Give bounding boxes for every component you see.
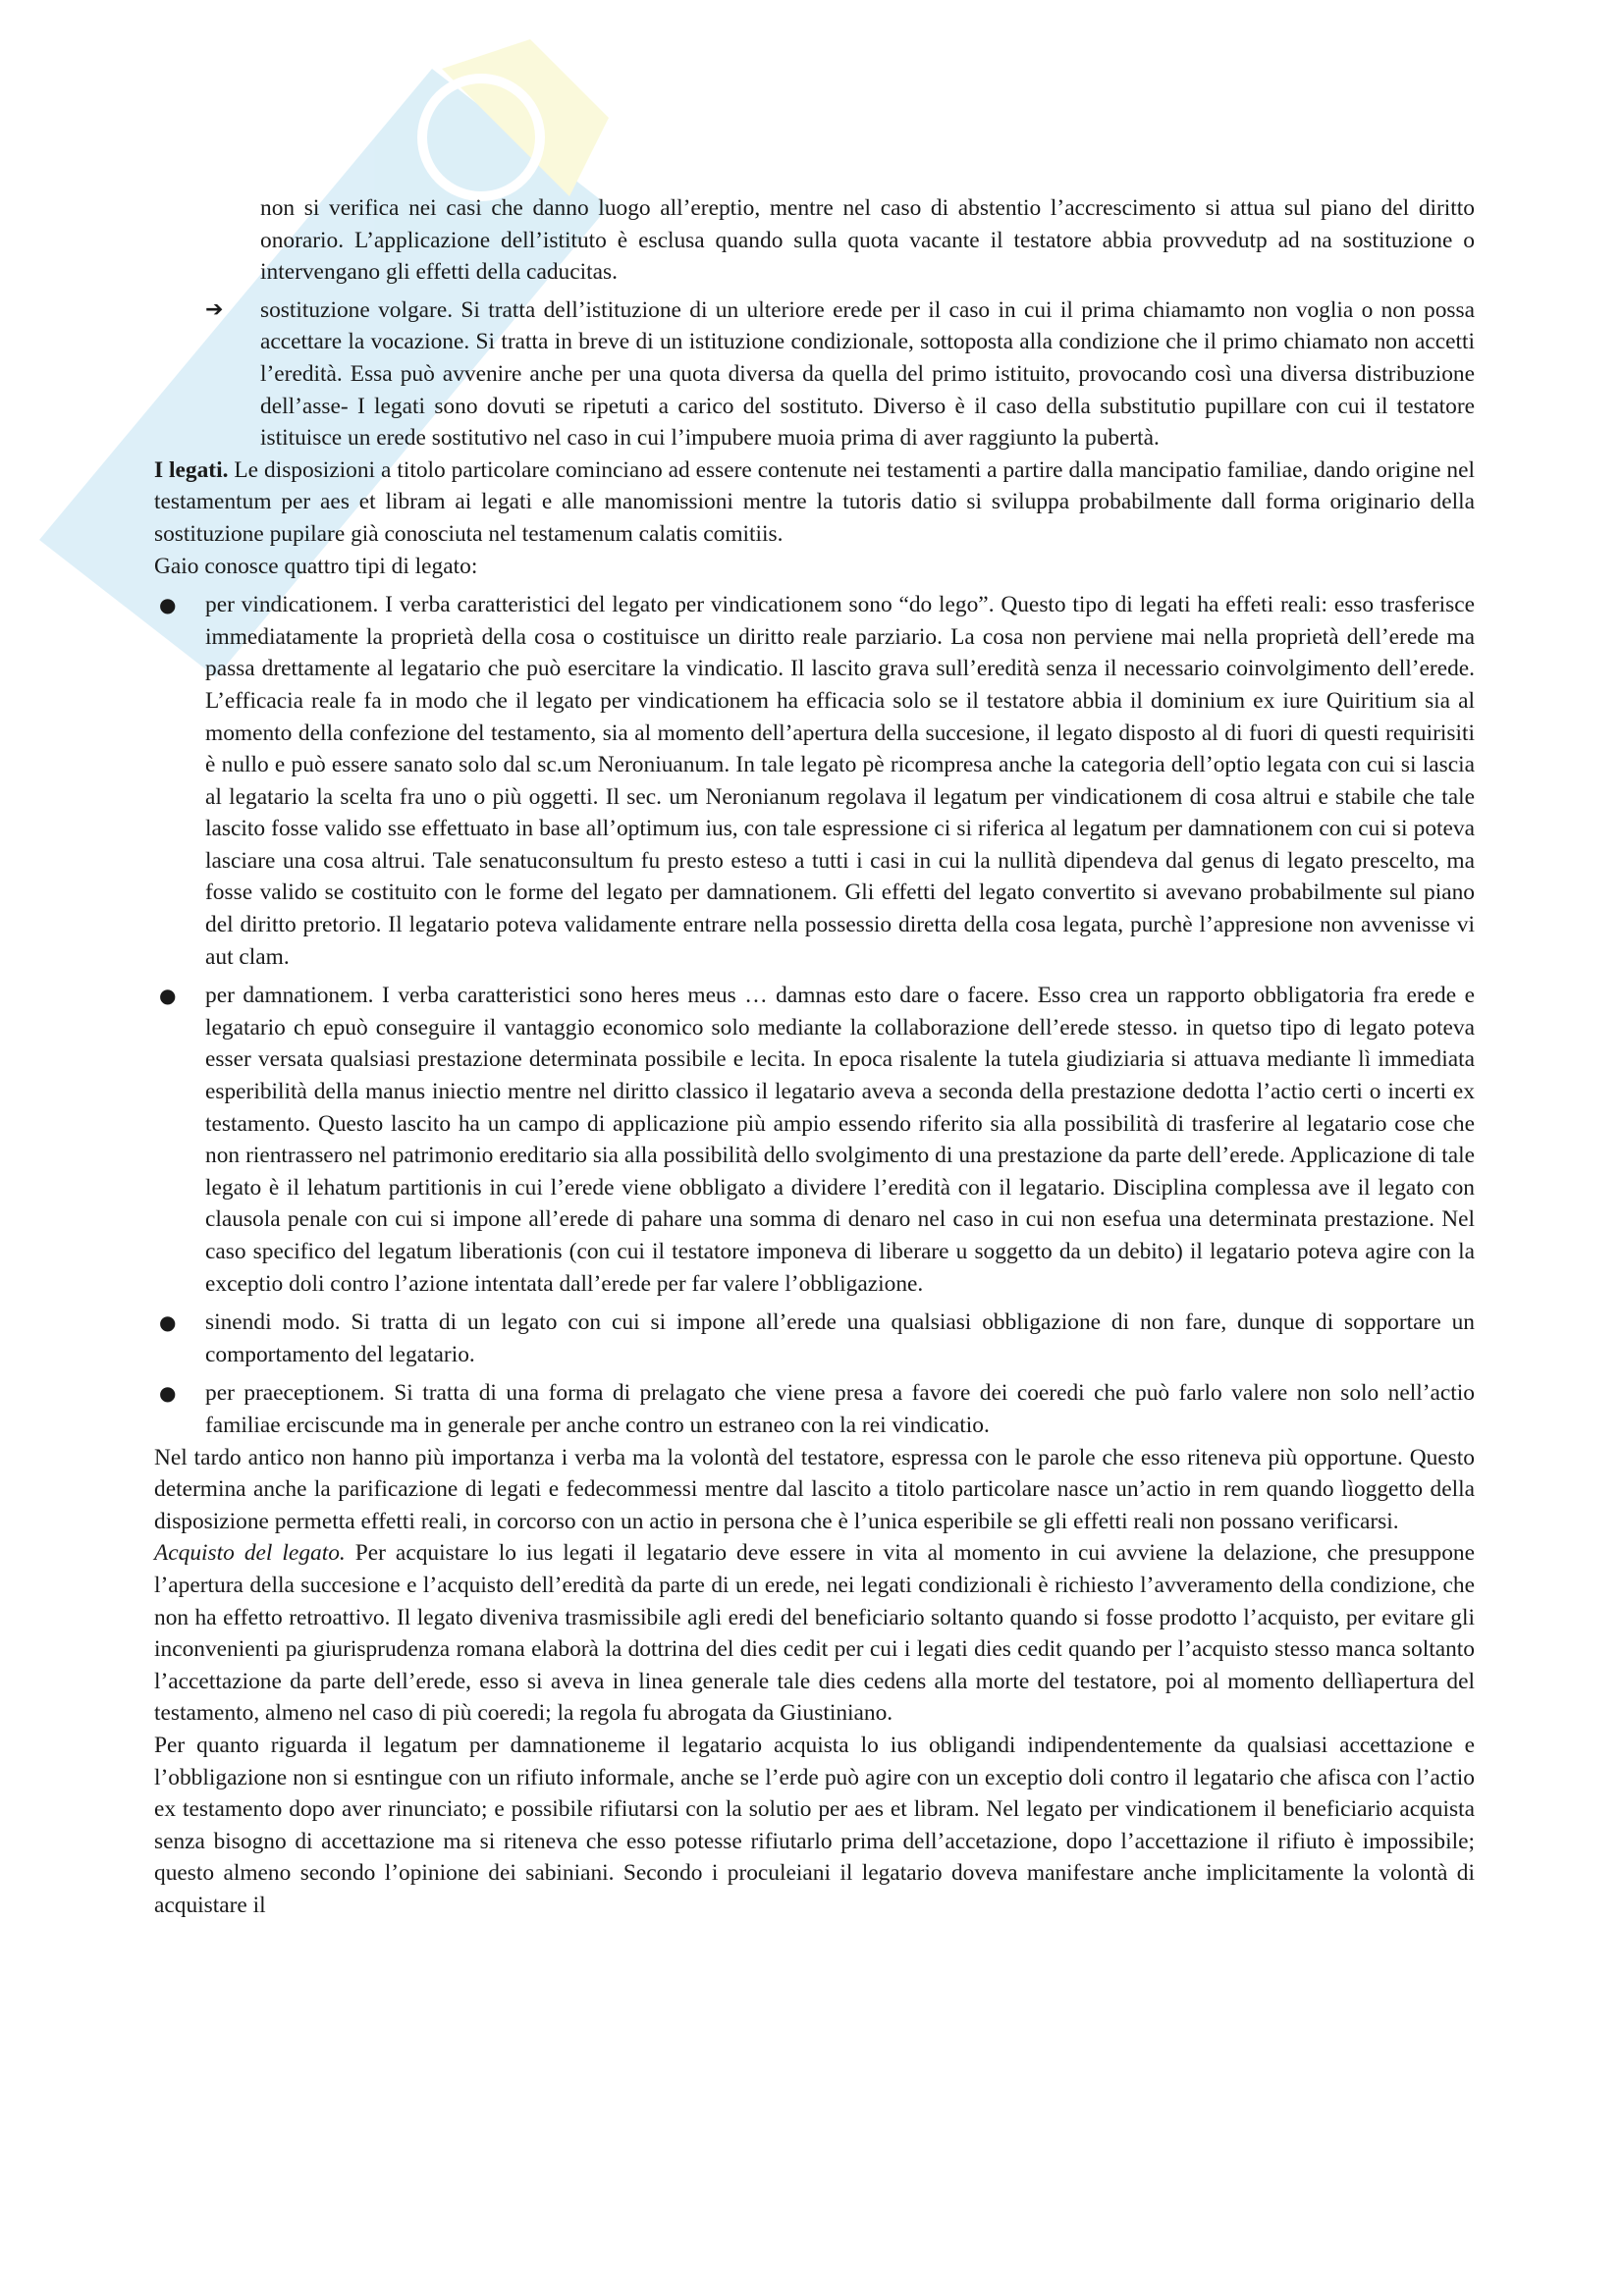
list-item-per-vindicationem	[154, 589, 1475, 973]
list-item-text: per vindicationem. I verba caratteristici del legato per vindicationem sono “do lego”. Questo tipo di legati ha effeti reali: esso trasferisce immediatamente la proprietà della cosa o costituisce un diritto reale parziario. La cosa non perviene mai nella proprietà dell’erede ma passa drettamente al legatario che può esercitare la vindicatio. Il lascito grava sull’eredità senza il necessario coinvolgimento dell’erede. L’efficacia reale fa in modo che il legato per vindicationem ha efficacia solo se il testatore abbia il dominium ex iure Quiritium sia al momento della confezione del testamento, sia al momento dell’apertura della succesione, il legato disposto al di fuori di questi requirisiti è nullo e può essere sanato solo dal sc.um Neroniuanum. In tale legato pè ricompresa anche la categoria dell’optio legata con cui si lascia al legatario la scelta fra uno o più oggetti. Il sec. um Neronianum regolava il legatum per vindicationem di cosa altrui e stabile che tale lascito fosse valido sse effettuato in base all’optimum ius, con tale espressione ci si riferica al legatum per damnationem con cui si poteva lasciare una cosa altrui. Tale senatuconsultum fu presto esteso a tutti i casi in cui la nullità dipendeva dal genus di legato prescelto, ma fosse valido se costituito con le forme del legato per damnationem. Gli effetti del legato convertito si avevano probabilmente sul piano del diritto pretorio. Il legatario poteva validamente entrare nella possessio diretta della cosa legata, purchè l’appresione non avvenisse vi aut clam.	[205, 592, 1475, 970]
bullet-icon: ●	[159, 593, 177, 617]
bullet-icon: ●	[159, 1310, 177, 1335]
list-item-text: per damnationem. I verba caratteristici sono heres meus … damnas esto dare o facere. Esso crea un rapporto obbligatoria fra erede e legatario ch epuò conseguire il vantaggio economico solo mediante la collaborazione dell’erede stesso. in quetso tipo di legato poteva esser versata qualsiasi prestazione determinata possibile e lecita. In epoca risalente la tutela giudiziaria si attuava mediante lì immediata esperibilità della manus iniectio mentre nel diritto classico il legatario aveva a seconda della prestazione dedotta l’actio certi o incerti ex testamento. Questo lascito ha un campo di applicazione più ampio essendo riferito sia alla possibilità di trasferire al legatario cose che non rientrassero nel patrimonio ereditario sia alla possibilità dello svolgimento di una prestazione da parte dell’erede. Applicazione di tale legato è il lehatum partitionis in cui l’erede viene obbligato a dividere l’eredità con il legatario. Disciplina complessa ave il legato con clausola penale con cui si impone all’erede di pahare una somma di denaro nel caso in cui non esefua una determinata prestazione. Nel caso specifico del legatum liberationis (con cui il testatore imponeva di liberare u soggetto da un debito) il legatario poteva agire con la exceptio doli contro l’azione intentata dall’erede per far valere l’obbligazione.	[205, 983, 1475, 1297]
section-heading-acquisto: Acquisto del legato.	[154, 1540, 346, 1567]
list-item-text: per praeceptionem. Si tratta di una forma di prelagato che viene presa a favore dei coeredi che può farlo valere non solo nell’actio familiae erciscunde ma in generale per anche contro un estraneo con la rei vindicatio.	[205, 1380, 1475, 1438]
final-paragraph: Per quanto riguarda il legatum per damnationeme il legatario acquista lo ius obligandi indipendentemente da qualsiasi accettazione e l’obbligazione non si esntingue con un rifiuto informale, anche se l’erde può agire con un exceptio doli contro il legatario che afisca con l’actio ex testamento dopo aver rinunciato; e possibile rifiutarsi con la solutio per aes et libram. Nel legato per vindicationem il beneficiario acquista senza bisogno di accettazione ma si riteneva che esso potesse rifiutarlo prima dell’accetazione, dopo l’accettazione il rifiuto è impossibile; questo almeno secondo l’opinione dei sabiniani. Secondo i proculeiani il legatario doveva manifestare anche implicitamente la volontà di acquistare il	[154, 1732, 1475, 1918]
list-item-sinendi-modo	[154, 1307, 1475, 1370]
acquisto-paragraph	[154, 1537, 1475, 1730]
tardo-antico-paragraph: Nel tardo antico non hanno più importanza i verba ma la volontà del testatore, espressa con le parole che esso riteneva più opportune. Questo determina anche la parificazione di legati e fedecommessi mentre dal lascito a titolo particolare nasce un’actio in rem quando lìoggetto della disposizione permetta effetti reali, in corcorso con un actio in persona che è l’unica esperibile se gli effetti reali non possano verificarsi.	[154, 1444, 1475, 1534]
continuation-paragraph: non si verifica nei casi che danno luogo all’ereptio, mentre nel caso di abstentio l’accrescimento si attua sul piano del diritto onorario. L’applicazione dell’istituto è esclusa quando sulla quota vacante il testatore abbia provvedutp ad na sostituzione o intervengano gli effetti della caducitas.	[260, 195, 1475, 286]
acquisto-text: Per acquistare lo ius legati il legatario deve essere in vita al momento in cui avviene la delazione, che presuppone l’apertura della succesione e l’acquisto dell’eredità da parte di un erede, nei legati condizionali è richiesto l’avveramento della condizione, che non ha effetto retroattivo. Il legato diveniva trasmissibile agli eredi del beneficiario soltanto quando si fosse prodotto l’acquisto, per evitare gli inconvenienti pa giurisprudenza romana elaborà la dottrina del dies cedit per cui i legati dies cedit quando per l’acquisto stesso manca soltanto l’accettazione da parte dell’erede, esso si aveva in linea generale tale dies cedens alla morte del testatore, poi al momento dellìapertura del testamento, almeno nel caso di più coeredi; la regola fu abrogata da Giustiniano.	[154, 1540, 1475, 1727]
legati-paragraph	[154, 454, 1475, 551]
section-heading-legati: I legati.	[154, 456, 229, 483]
list-item-text: sinendi modo. Si tratta di un legato con cui si impone all’erede una qualsiasi obbligazione di non fare, dunque di sopportare un comportamento del legatario.	[205, 1309, 1475, 1367]
bullet-icon: ●	[159, 1381, 177, 1406]
list-item-per-praeceptionem	[154, 1377, 1475, 1441]
bullet-icon: ●	[159, 984, 177, 1008]
watermark-ring	[422, 79, 540, 196]
list-item-sostituzione-volgare	[154, 294, 1475, 454]
list-item-per-damnationem	[154, 980, 1475, 1300]
arrow-right-icon: ➔	[205, 296, 224, 322]
legati-text: Le disposizioni a titolo particolare cominciano ad essere contenute nei testamenti a partire dalla mancipatio familiae, dando origine nel testamentum per aes et libram ai legati e alle manomissioni mentre la tutoris datio si sviluppa probabilmente dall forma originario della sostituzione pupilare già conosciuta nel testamenum calatis comitiis.	[154, 456, 1475, 547]
list-item-text: sostituzione volgare. Si tratta dell’istituzione di un ulteriore erede per il caso in cui il prima chiamamto non voglia o non possa accettare la vocazione. Si tratta in breve di un istituzione condizionale, sottoposta alla condizione che il primo chiamato non accetti l’eredità. Essa può avvenire anche per una quota diversa da quella del primo istituito, provocando così una diversa distribuzione dell’asse- I legati sono dovuti se ripetuti a carico del sostituto. Diverso è il caso della substitutio pupillare con cui il testatore istituisce un erede sostitutivo nel caso in cui l’impubere muoia prima di aver raggiunto la pubertà.	[260, 296, 1475, 452]
watermark-accent	[442, 39, 609, 196]
gaio-intro: Gaio conosce quattro tipi di legato:	[154, 553, 478, 579]
document-page	[154, 192, 1475, 1921]
